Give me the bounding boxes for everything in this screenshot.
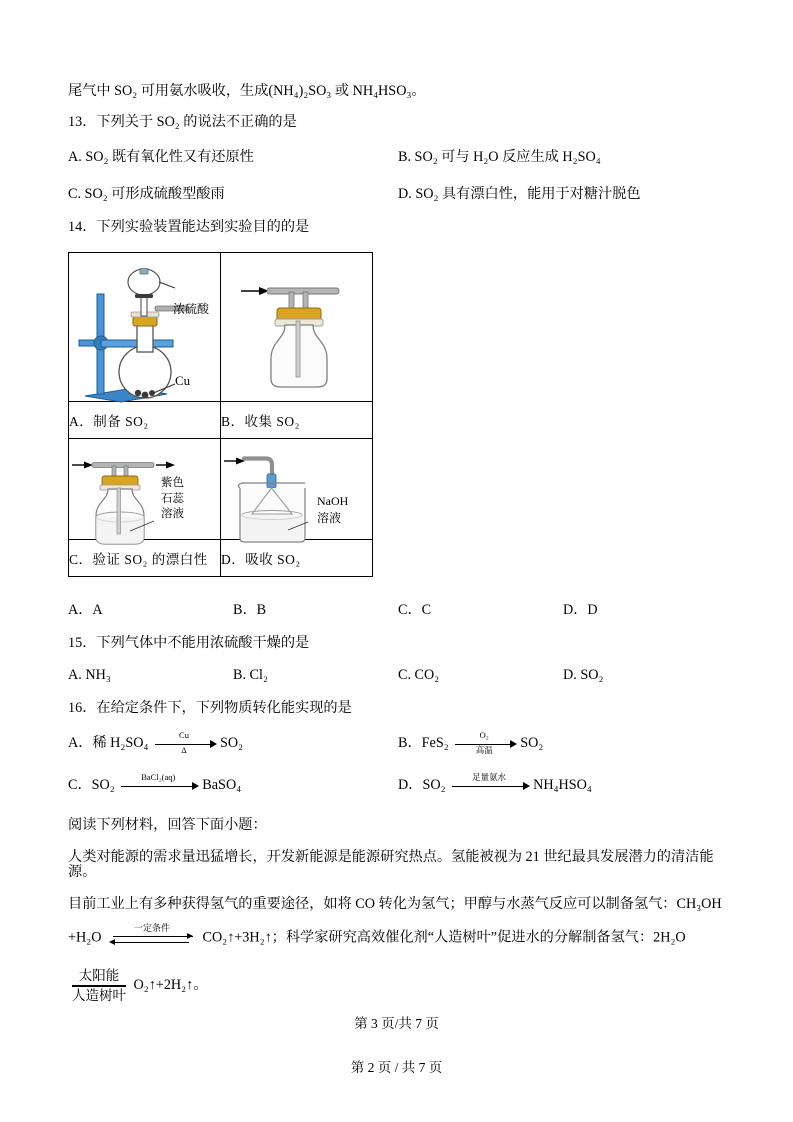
question-14-answer-options (68, 599, 728, 619)
label-concentrated-sulfuric-acid: 浓硫酸 (173, 302, 210, 317)
litmus-line-2: 石蕊 (161, 492, 184, 505)
question-14-stem: 14．下列实验装置能达到实验目的的是 (68, 219, 310, 236)
reversible-reaction-arrow (109, 923, 195, 948)
q16-c-reactant: SO₂ (91, 777, 115, 794)
naoh-line-1: NaOH (317, 493, 349, 508)
q13-option-c[interactable]: C. SO₂ 可形成硫酸型酸雨 (68, 186, 225, 203)
question-16-stem: 16．在给定条件下，下列物质转化能实现的是 (68, 699, 352, 716)
q16-a-arrow (155, 730, 217, 756)
solar-artificial-leaf-catalyst (72, 968, 126, 1003)
q16-a-below: Δ (181, 745, 187, 756)
reading-paragraph-2a: 目前工业上有多种获得氢气的重要途径，如将 CO 转化为氢气；甲醇与水蒸气反应可以制备氢气：CH₃OH (68, 895, 722, 912)
intro-line: 尾气中 SO₂ 可用氨水吸收，生成(NH₄)₂SO₃ 或 NH₄HSO₃。 (68, 83, 426, 99)
q15-option-b[interactable]: B. Cl₂ (233, 666, 268, 683)
q16-c-letter: C． (68, 777, 92, 794)
q16-a-reactant: 稀 H₂SO₄ (92, 735, 149, 752)
question-16-options-row2 (68, 774, 728, 794)
page-footer-primary: 第 3 页/共 7 页 (354, 1016, 439, 1031)
question-13-options (68, 146, 728, 166)
q13-option-d[interactable]: D. SO₂ 具有漂白性，能用于对糖汁脱色 (398, 186, 641, 203)
reading-prompt: 阅读下列材料，回答下面小题： (68, 817, 267, 834)
q16-d-letter: D． (398, 777, 423, 794)
q16-d-product: NH₄HSO₄ (533, 777, 592, 794)
q16-option-d[interactable] (398, 774, 728, 794)
catalyst-below-label: 人造树叶 (72, 987, 126, 1003)
q16-a-product: SO₂ (220, 735, 244, 752)
label-naoh-solution (317, 493, 372, 527)
question-13-options-row2 (68, 183, 728, 203)
reading-equation-line-2 (68, 968, 728, 1003)
q16-b-reactant: FeS₂ (421, 735, 449, 752)
reading-paragraph-3: O₂↑+2H₂↑。 (133, 977, 208, 994)
q13-option-a[interactable]: A. SO₂ 既有氧化性又有还原性 (68, 149, 254, 166)
figure-cell-b (221, 252, 373, 401)
reaction-condition-label: 一定条件 (133, 923, 170, 934)
q16-b-product: SO₂ (520, 735, 544, 752)
q15-option-d[interactable]: D. SO₂ (563, 666, 604, 683)
label-purple-litmus-solution (161, 476, 220, 523)
reading-equation-line (68, 923, 728, 948)
label-cell-c: C．验证 SO₂ 的漂白性 (69, 539, 221, 576)
q16-b-arrow (455, 730, 517, 756)
question-13-stem: 13．下列关于 SO₂ 的说法不正确的是 (68, 114, 297, 131)
q16-b-below: 高温 (475, 745, 493, 756)
table-row-figures-cd (69, 438, 373, 539)
page-content (68, 84, 728, 1020)
page-footer-secondary: 第 2 页 / 共 7 页 (350, 1060, 443, 1075)
gas-collection-bottle-icon (221, 253, 372, 401)
q16-d-arrow (452, 772, 530, 794)
q15-option-a[interactable]: A. NH₃ (68, 666, 111, 683)
figure-cell-d (221, 438, 373, 539)
experiment-apparatus-table (68, 252, 373, 577)
q16-d-reactant: SO₂ (422, 777, 446, 794)
naoh-line-2: 溶液 (317, 510, 342, 525)
q14-option-a[interactable]: A．A (68, 601, 103, 618)
reading-para2c: CO₂↑+3H₂↑；科学家研究高效催化剂“人造树叶”促进水的分解制备氢气：2H₂O (202, 929, 686, 946)
apparatus-b-svg (237, 261, 357, 393)
q16-a-letter: A． (68, 735, 93, 752)
q16-b-above: O₂ (479, 730, 489, 741)
q16-option-b[interactable] (398, 730, 728, 756)
litmus-line-1: 紫色 (161, 477, 184, 490)
litmus-line-3: 溶液 (161, 508, 184, 521)
question-15-options (68, 667, 728, 684)
q16-d-above: 足量氨水 (472, 772, 507, 783)
reading-paragraph-1: 人类对能源的需求量迅猛增长，开发新能源是能源研究热点。氢能被视为 21 世纪最具发展潜力的清洁能源。 (68, 848, 714, 880)
so2-preparation-apparatus-icon (69, 264, 220, 412)
label-cell-b: B．收集 SO₂ (221, 401, 373, 438)
label-copper: Cu (175, 373, 191, 389)
q14-option-d[interactable]: D．D (563, 601, 598, 618)
q16-b-letter: B． (398, 735, 422, 752)
q14-option-b[interactable]: B．B (233, 601, 267, 618)
q16-option-a[interactable] (68, 730, 398, 756)
reading-para2b: +H₂O (68, 929, 102, 946)
q16-a-above: Cu (179, 730, 189, 741)
question-15-stem: 15．下列气体中不能用浓硫酸干燥的是 (68, 634, 310, 651)
table-row-figures-ab (69, 252, 373, 401)
q15-option-c[interactable]: C. CO₂ (398, 666, 440, 683)
q16-c-above: BaCl₂(aq) (141, 772, 176, 783)
q16-option-c[interactable] (68, 774, 398, 794)
figure-cell-c (69, 438, 221, 539)
q16-c-product: BaSO₄ (202, 777, 242, 794)
q13-option-b[interactable]: B. SO₂ 可与 H₂O 反应生成 H₂SO₄ (398, 149, 601, 166)
q16-c-arrow (121, 772, 199, 794)
label-cell-d: D．吸收 SO₂ (221, 539, 373, 576)
catalyst-above-label: 太阳能 (78, 968, 120, 984)
question-16-options-row1 (68, 730, 728, 756)
label-cell-a: A．制备 SO₂ (69, 401, 221, 438)
q14-option-c[interactable]: C．C (398, 601, 432, 618)
figure-cell-a (69, 252, 221, 401)
